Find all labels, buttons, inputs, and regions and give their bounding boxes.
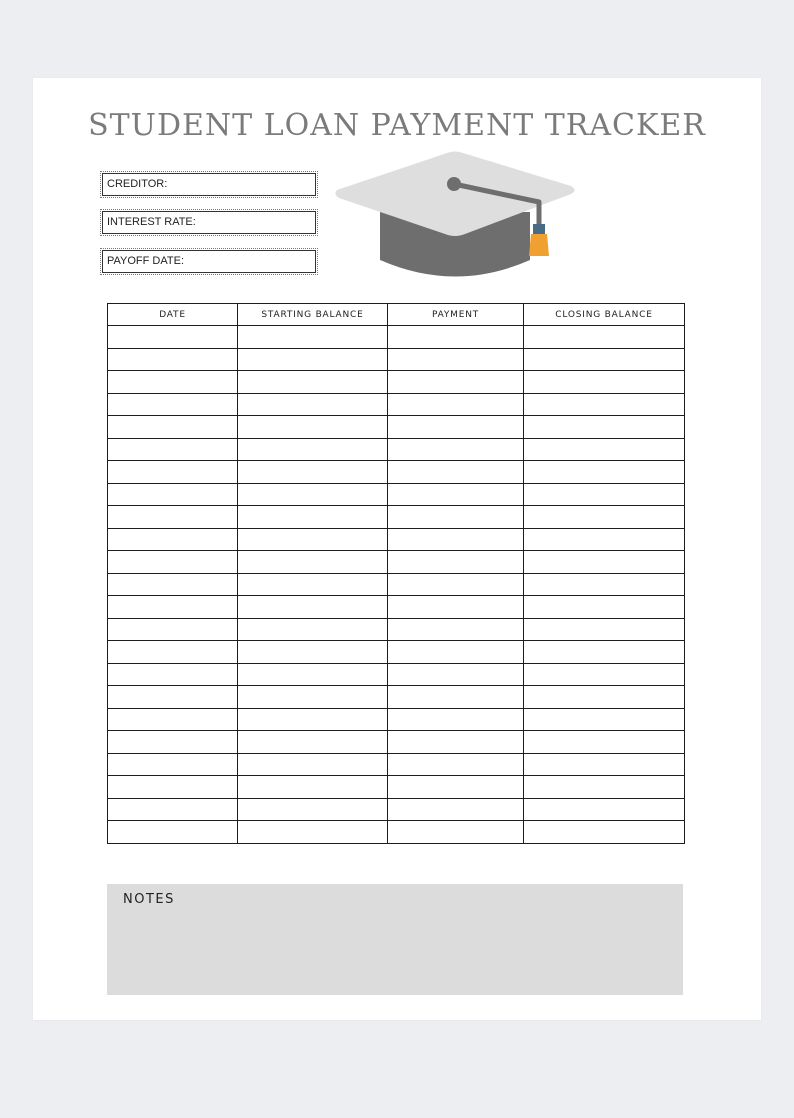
graduation-cap-icon xyxy=(333,150,578,290)
closing-balance-cell[interactable] xyxy=(524,506,685,529)
date-cell[interactable] xyxy=(108,416,238,439)
starting-balance-cell[interactable] xyxy=(238,798,388,821)
closing-balance-cell[interactable] xyxy=(524,798,685,821)
creditor-field[interactable]: CREDITOR: xyxy=(102,173,316,196)
date-cell[interactable] xyxy=(108,798,238,821)
starting-balance-cell[interactable] xyxy=(238,551,388,574)
date-cell[interactable] xyxy=(108,438,238,461)
date-cell[interactable] xyxy=(108,528,238,551)
table-row xyxy=(108,821,685,844)
closing-balance-cell[interactable] xyxy=(524,776,685,799)
closing-balance-cell[interactable] xyxy=(524,438,685,461)
notes-label: NOTES xyxy=(123,892,175,907)
table-row xyxy=(108,461,685,484)
starting-balance-cell[interactable] xyxy=(238,371,388,394)
starting-balance-cell[interactable] xyxy=(238,618,388,641)
starting-balance-cell[interactable] xyxy=(238,573,388,596)
table-row xyxy=(108,371,685,394)
table-row xyxy=(108,393,685,416)
table-row xyxy=(108,438,685,461)
header-payment: PAYMENT xyxy=(388,304,524,326)
closing-balance-cell[interactable] xyxy=(524,663,685,686)
payment-cell[interactable] xyxy=(388,663,524,686)
header-closing-balance: CLOSING BALANCE xyxy=(524,304,685,326)
notes-box[interactable] xyxy=(107,884,683,995)
page-title: STUDENT LOAN PAYMENT TRACKER xyxy=(88,108,706,143)
date-cell[interactable] xyxy=(108,731,238,754)
starting-balance-cell[interactable] xyxy=(238,348,388,371)
table-row xyxy=(108,776,685,799)
starting-balance-cell[interactable] xyxy=(238,528,388,551)
starting-balance-cell[interactable] xyxy=(238,753,388,776)
starting-balance-cell[interactable] xyxy=(238,776,388,799)
interest-rate-field[interactable]: INTEREST RATE: xyxy=(102,211,316,234)
table-row xyxy=(108,686,685,709)
starting-balance-cell[interactable] xyxy=(238,461,388,484)
table-row xyxy=(108,596,685,619)
date-cell[interactable] xyxy=(108,348,238,371)
table-row xyxy=(108,416,685,439)
payment-cell[interactable] xyxy=(388,371,524,394)
closing-balance-cell[interactable] xyxy=(524,641,685,664)
table-row xyxy=(108,348,685,371)
payment-cell[interactable] xyxy=(388,776,524,799)
payment-cell[interactable] xyxy=(388,753,524,776)
table-row xyxy=(108,663,685,686)
table-row xyxy=(108,551,685,574)
payment-cell[interactable] xyxy=(388,528,524,551)
table-row xyxy=(108,641,685,664)
payment-cell[interactable] xyxy=(388,798,524,821)
closing-balance-cell[interactable] xyxy=(524,731,685,754)
starting-balance-cell[interactable] xyxy=(238,641,388,664)
date-cell[interactable] xyxy=(108,708,238,731)
closing-balance-cell[interactable] xyxy=(524,371,685,394)
payment-cell[interactable] xyxy=(388,551,524,574)
payment-cell[interactable] xyxy=(388,438,524,461)
starting-balance-cell[interactable] xyxy=(238,821,388,844)
date-cell[interactable] xyxy=(108,686,238,709)
starting-balance-cell[interactable] xyxy=(238,483,388,506)
header-starting-balance: STARTING BALANCE xyxy=(238,304,388,326)
closing-balance-cell[interactable] xyxy=(524,596,685,619)
closing-balance-cell[interactable] xyxy=(524,461,685,484)
table-row xyxy=(108,708,685,731)
table-row xyxy=(108,483,685,506)
closing-balance-cell[interactable] xyxy=(524,393,685,416)
closing-balance-cell[interactable] xyxy=(524,686,685,709)
payment-cell[interactable] xyxy=(388,348,524,371)
payment-cell[interactable] xyxy=(388,641,524,664)
starting-balance-cell[interactable] xyxy=(238,416,388,439)
payment-cell[interactable] xyxy=(388,506,524,529)
date-cell[interactable] xyxy=(108,821,238,844)
payment-cell[interactable] xyxy=(388,393,524,416)
planner-page xyxy=(33,78,761,1020)
payment-cell[interactable] xyxy=(388,483,524,506)
table-row xyxy=(108,753,685,776)
date-cell[interactable] xyxy=(108,461,238,484)
starting-balance-cell[interactable] xyxy=(238,731,388,754)
closing-balance-cell[interactable] xyxy=(524,348,685,371)
date-cell[interactable] xyxy=(108,753,238,776)
table-header-row xyxy=(108,304,685,326)
starting-balance-cell[interactable] xyxy=(238,596,388,619)
starting-balance-cell[interactable] xyxy=(238,326,388,349)
closing-balance-cell[interactable] xyxy=(524,821,685,844)
date-cell[interactable] xyxy=(108,641,238,664)
date-cell[interactable] xyxy=(108,551,238,574)
payment-cell[interactable] xyxy=(388,821,524,844)
closing-balance-cell[interactable] xyxy=(524,708,685,731)
payment-cell[interactable] xyxy=(388,326,524,349)
payment-cell[interactable] xyxy=(388,461,524,484)
date-cell[interactable] xyxy=(108,573,238,596)
payoff-date-field[interactable]: PAYOFF DATE: xyxy=(102,250,316,273)
payment-cell[interactable] xyxy=(388,596,524,619)
table-row xyxy=(108,506,685,529)
closing-balance-cell[interactable] xyxy=(524,416,685,439)
date-cell[interactable] xyxy=(108,506,238,529)
closing-balance-cell[interactable] xyxy=(524,753,685,776)
starting-balance-cell[interactable] xyxy=(238,708,388,731)
header-date: DATE xyxy=(108,304,238,326)
date-cell[interactable] xyxy=(108,618,238,641)
closing-balance-cell[interactable] xyxy=(524,551,685,574)
payment-cell[interactable] xyxy=(388,731,524,754)
table-row xyxy=(108,618,685,641)
starting-balance-cell[interactable] xyxy=(238,393,388,416)
starting-balance-cell[interactable] xyxy=(238,506,388,529)
date-cell[interactable] xyxy=(108,393,238,416)
table-row xyxy=(108,573,685,596)
table-row xyxy=(108,731,685,754)
starting-balance-cell[interactable] xyxy=(238,663,388,686)
starting-balance-cell[interactable] xyxy=(238,686,388,709)
date-cell[interactable] xyxy=(108,371,238,394)
closing-balance-cell[interactable] xyxy=(524,483,685,506)
payment-log-table xyxy=(107,303,685,844)
starting-balance-cell[interactable] xyxy=(238,438,388,461)
payment-cell[interactable] xyxy=(388,618,524,641)
table-row xyxy=(108,326,685,349)
table-row xyxy=(108,528,685,551)
closing-balance-cell[interactable] xyxy=(524,528,685,551)
date-cell[interactable] xyxy=(108,776,238,799)
payment-cell[interactable] xyxy=(388,708,524,731)
closing-balance-cell[interactable] xyxy=(524,573,685,596)
payment-cell[interactable] xyxy=(388,573,524,596)
payment-cell[interactable] xyxy=(388,416,524,439)
date-cell[interactable] xyxy=(108,596,238,619)
date-cell[interactable] xyxy=(108,326,238,349)
date-cell[interactable] xyxy=(108,663,238,686)
closing-balance-cell[interactable] xyxy=(524,326,685,349)
closing-balance-cell[interactable] xyxy=(524,618,685,641)
date-cell[interactable] xyxy=(108,483,238,506)
table-row xyxy=(108,798,685,821)
payment-cell[interactable] xyxy=(388,686,524,709)
